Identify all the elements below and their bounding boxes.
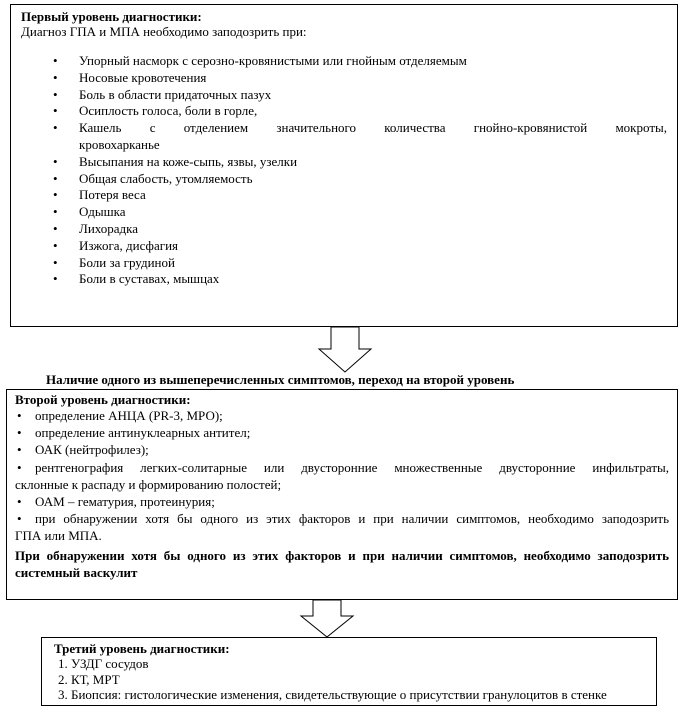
level2-box: [6, 389, 678, 600]
list-item: • Общая слабость, утомляемость: [53, 170, 253, 186]
bullet-icon: •: [53, 103, 58, 119]
list-item: • при обнаружении хотя бы одного из этих факторов и при наличии симптомов, необходимо заподозрить ГПА или МПА.: [15, 511, 669, 544]
level2-title: Второй уровень диагностики:: [15, 392, 191, 407]
list-item: • Носовые кровотечения: [53, 69, 207, 85]
list-item: 3. Биопсия: гистологические изменения, свидетельствующие о присутствии гранулоцитов в стенке: [58, 687, 607, 702]
bullet-icon: •: [53, 204, 58, 220]
list-item: • Боль в области придаточных пазух: [53, 86, 272, 102]
transition-text: Наличие одного из вышеперечисленных симптомов, переход на второй уровень: [46, 372, 515, 387]
bullet-icon: •: [17, 511, 22, 527]
bullet-icon: •: [53, 237, 58, 253]
bullet-icon: •: [53, 53, 58, 68]
bullet-icon: •: [17, 425, 22, 441]
list-item: • Боли в суставах, мышцах: [53, 271, 220, 287]
level3-method-list: [54, 656, 644, 703]
bullet-icon: •: [53, 254, 58, 270]
bullet-icon: •: [17, 408, 22, 423]
list-item: • Кашель с отделением значительного количества гнойно-кровянистой мокроты, кровохарканье: [53, 120, 667, 152]
down-arrow-icon: [299, 600, 355, 638]
bullet-icon: •: [53, 271, 58, 287]
bullet-icon: •: [53, 153, 58, 169]
list-item: • Высыпания на коже-сыпь, язвы, узелки: [53, 153, 298, 169]
list-item: • определение АНЦА (PR-3, МРО);: [17, 408, 223, 423]
level2-conclusion: При обнаружении хотя бы одного из этих факторов и при наличии симптомов, необходимо заподозрить системный васкулит: [15, 547, 669, 580]
list-item: • Одышка: [53, 204, 126, 220]
bullet-icon: •: [53, 187, 58, 203]
list-item: • Лихорадка: [53, 220, 139, 236]
list-item: • определение антинуклеарных антител;: [17, 425, 251, 441]
bullet-icon: •: [17, 459, 22, 475]
bullet-icon: •: [17, 442, 22, 458]
level1-box: [10, 4, 678, 327]
bullet-icon: •: [53, 86, 58, 102]
list-item: • ОАК (нейтрофилез);: [17, 442, 149, 458]
list-item: • ОАМ – гематурия, протеинурия;: [17, 494, 215, 510]
level1-title: Первый уровень диагностики:: [21, 9, 202, 24]
level3-title: Третий уровень диагностики:: [54, 641, 230, 656]
list-item: • Потеря веса: [53, 187, 146, 203]
level1-subtitle: Диагноз ГПА и МПА необходимо заподозрить при:: [21, 24, 307, 39]
list-item: • Боли за грудиной: [53, 254, 175, 270]
list-item: • Изжога, дисфагия: [53, 237, 179, 253]
bullet-icon: •: [53, 170, 58, 186]
list-item: • Упорный насморк с серозно-кровянистыми или гнойным отделяемым: [53, 53, 467, 68]
bullet-icon: •: [53, 69, 58, 85]
list-item: 1. УЗДГ сосудов: [58, 656, 149, 671]
list-item: • Осиплость голоса, боли в горле,: [53, 103, 258, 119]
list-item: • рентгенография легких-солитарные или двусторонние множественные двусторонние инфильтраты, склонные к распаду и формированию полостей;: [15, 459, 669, 492]
list-item: 2. КТ, МРТ: [58, 671, 120, 687]
bullet-icon: •: [53, 220, 58, 236]
bullet-icon: •: [53, 120, 58, 136]
level1-symptom-list: [21, 53, 667, 288]
level3-box: [41, 637, 657, 706]
down-arrow-icon: [317, 327, 373, 373]
level2-test-list: [15, 407, 669, 545]
bullet-icon: •: [17, 494, 22, 510]
